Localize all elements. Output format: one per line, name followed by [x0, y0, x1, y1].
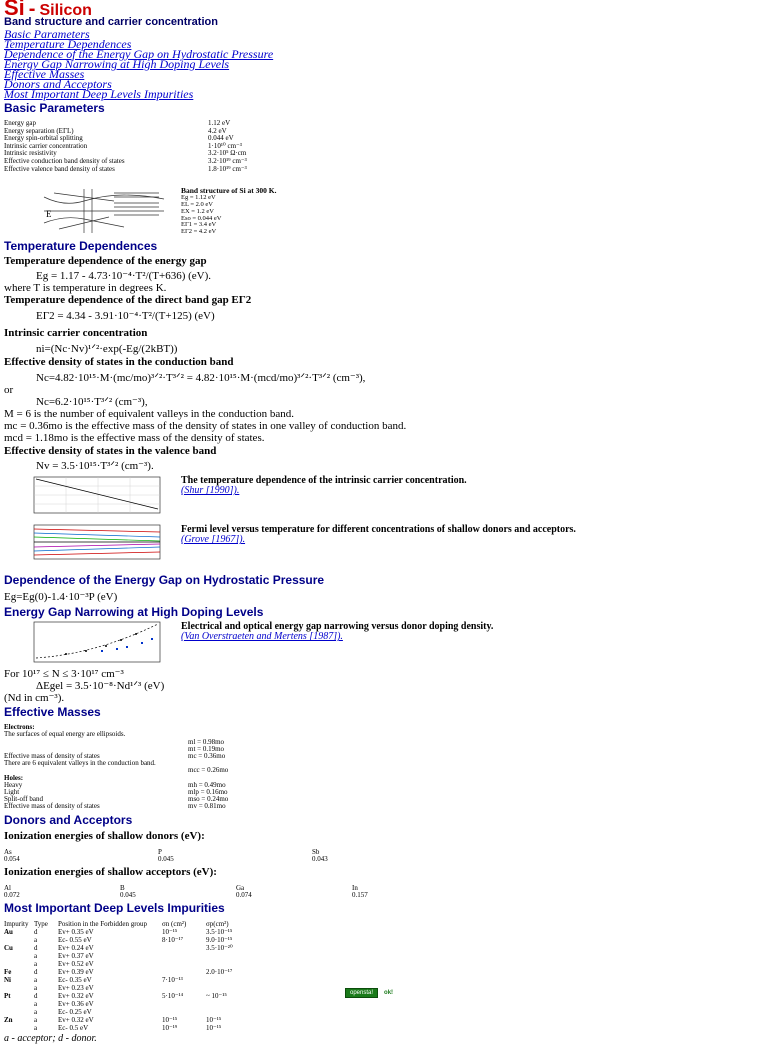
cross-section: 10⁻¹⁵ — [162, 1015, 178, 1024]
text: M = 6 is the number of equivalent valleys in the conduction band. — [4, 408, 295, 421]
level-position: Ec- 0.5 eV — [58, 1023, 89, 1032]
section-heading-deep-levels: Most Important Deep Levels Impurities — [4, 900, 225, 915]
toc-link-temperature[interactable]: Temperature Dependences — [4, 37, 132, 51]
cross-section — [162, 968, 206, 976]
level-position: Ev+ 0.52 eV — [58, 959, 94, 968]
impurity-name — [4, 1024, 34, 1032]
level-position: Ev+ 0.24 eV — [58, 943, 94, 952]
impurity-name: P — [158, 847, 162, 856]
cross-section: 8·10⁻¹⁷ — [162, 935, 184, 944]
mass-label: The surfaces of equal energy are ellipsoids. — [4, 730, 126, 739]
mass-value: mlp = 0.16mo — [188, 787, 228, 796]
param-value: 4.2 eV — [208, 126, 227, 135]
cross-section: 2.0·10⁻¹⁷ — [206, 967, 233, 976]
caption-text: Electrical and optical energy gap narrowing versus donor doping density. — [181, 621, 494, 633]
section-heading-donors: Donors and Acceptors — [4, 812, 133, 827]
param-name: Effective conduction band density of states — [4, 156, 125, 165]
figure-narrowing-block — [4, 620, 764, 668]
column-header: σn (cm²) — [162, 919, 187, 928]
level-position: Ec- 0.25 eV — [58, 1007, 92, 1016]
impurity-name: Al — [4, 883, 11, 892]
mass-value: mso = 0.24mo — [188, 795, 229, 804]
effective-masses-table — [4, 724, 232, 810]
section-heading-basic: Basic Parameters — [4, 101, 105, 115]
section-heading-pressure: Dependence of the Energy Gap on Hydrostatic Pressure — [4, 573, 325, 588]
cross-section — [162, 984, 206, 992]
ionization-value: 0.045 — [120, 891, 136, 900]
impurity-type: a — [34, 975, 38, 984]
impurity-name: As — [4, 847, 12, 856]
equation: ni=(Nc·Nv)¹ᐟ²·exp(-Eg/(2kBT)) — [36, 343, 178, 356]
column-header: Type — [34, 919, 48, 928]
impurity-type: a — [34, 1007, 38, 1016]
figure-caption — [181, 622, 761, 642]
mass-value: mh = 0.49mo — [188, 780, 226, 789]
cross-section: 10⁻¹⁵ — [206, 1023, 222, 1032]
shallow-donors-table — [4, 849, 332, 864]
figure-caption — [181, 525, 761, 545]
subheading: Intrinsic carrier concentration — [4, 327, 148, 340]
cross-section — [162, 960, 206, 968]
mass-label: Effective mass of density of states — [4, 802, 100, 811]
impurity-type: d — [34, 927, 38, 936]
param-value: 1·10¹⁰ cm⁻³ — [208, 141, 242, 150]
mass-value: mv = 0.81mo — [188, 802, 226, 811]
mass-value: mc = 0.36mo — [188, 751, 226, 760]
ionization-value: 0.043 — [312, 855, 328, 864]
level-position: Ev+ 0.35 eV — [58, 927, 94, 936]
fermi-level-figure — [6, 523, 176, 565]
element-symbol: Si — [4, 0, 25, 20]
param-value: 3.2·10⁵ Ω·cm — [208, 149, 247, 158]
reference-link[interactable]: (Grove [1967]). — [181, 534, 246, 546]
ionization-value: 0.074 — [236, 891, 252, 900]
param-value: 3.2·10¹⁹ cm⁻³ — [208, 156, 247, 165]
impurity-name: Ni — [4, 975, 11, 984]
band-structure-caption-block — [181, 187, 277, 236]
table-row — [4, 885, 372, 893]
equation: Nc=4.82·10¹⁵·M·(mc/mo)³ᐟ²·T³ᐟ² = 4.82·10¹⁵·M·(mcd/mo)³ᐟ²·T³ᐟ² (cm⁻³), — [36, 372, 366, 385]
subheading: Ionization energies of shallow acceptors (eV): — [4, 865, 217, 878]
table-row — [4, 936, 237, 944]
ionization-value: 0.072 — [4, 891, 20, 900]
level-position: Ec- 0.55 eV — [58, 935, 92, 944]
cross-section: ~ 10⁻¹⁵ — [206, 991, 227, 1000]
table-row — [4, 1008, 237, 1016]
mass-value: mcc = 0.26mo — [188, 766, 229, 775]
band-value: EΓ1 = 3.4 eV — [181, 221, 217, 229]
cross-section: 3.5·10⁻¹⁵ — [206, 927, 233, 936]
impurity-type: a — [34, 1023, 38, 1032]
cross-section — [162, 952, 206, 960]
toc-link-narrowing[interactable]: Energy Gap Narrowing at High Doping Levels — [4, 57, 230, 71]
basic-parameters-table — [4, 120, 251, 173]
mass-label: Effective mass of density of states — [4, 751, 100, 760]
impurity-name — [4, 936, 34, 944]
impurity-name: Sb — [312, 847, 320, 856]
legend-note: a - acceptor; d - donor. — [4, 1032, 97, 1044]
param-value: 0.044 eV — [208, 134, 234, 143]
impurity-type: a — [34, 959, 38, 968]
mass-label — [4, 739, 188, 746]
impurity-name — [4, 1000, 34, 1008]
toc-link-donors[interactable]: Donors and Acceptors — [4, 77, 112, 91]
table-of-contents — [4, 29, 764, 99]
impurity-type: a — [34, 999, 38, 1008]
cross-section — [162, 944, 206, 952]
equation: Nv = 3.5·10¹⁵·T³ᐟ² (cm⁻³). — [36, 460, 154, 473]
ionization-value: 0.157 — [352, 891, 368, 900]
cross-section — [206, 952, 237, 960]
level-position: Ev+ 0.37 eV — [58, 951, 94, 960]
mass-label: Heavy — [4, 780, 23, 789]
band-structure-caption: Band structure of Si at 300 K. — [181, 186, 277, 196]
param-name: Energy gap — [4, 119, 36, 127]
subheading: Temperature dependence of the direct band gap EΓ2 — [4, 294, 252, 307]
page-subtitle: Band structure and carrier concentration — [4, 16, 218, 28]
param-name: Effective valence band density of states — [4, 164, 115, 173]
band-value: EX = 1.2 eV — [181, 207, 214, 215]
impurity-name: B — [120, 883, 125, 892]
table-row — [4, 968, 237, 976]
shallow-acceptors-table — [4, 885, 372, 900]
equation: EΓ2 = 4.34 - 3.91·10⁻⁴·T²/(T+125) (eV) — [36, 310, 215, 323]
impurity-name — [4, 952, 34, 960]
mass-value: ml = 0.98mo — [188, 737, 225, 746]
cross-section — [206, 1008, 237, 1016]
level-position: Ev+ 0.23 eV — [58, 983, 94, 992]
table-row — [4, 1000, 237, 1008]
cross-section — [206, 960, 237, 968]
reference-link[interactable]: (Shur [1990]). — [181, 485, 240, 497]
gap-narrowing-figure — [6, 620, 166, 668]
cross-section — [162, 1000, 206, 1008]
level-position: Ev+ 0.32 eV — [58, 991, 94, 1000]
band-structure-figure — [34, 187, 174, 235]
impurity-name: Fe — [4, 967, 12, 976]
validator-badge[interactable]: ok! — [384, 990, 394, 996]
cross-section: 3.5·10⁻²⁰ — [206, 943, 233, 952]
equation-note: where T is temperature in degrees K. — [4, 282, 167, 295]
mass-label: Electrons: — [4, 723, 35, 732]
toc-link-deep-levels[interactable]: Most Important Deep Levels Impurities — [4, 87, 194, 101]
text: mcd = 1.18mo is the effective mass of the density of states. — [4, 432, 265, 445]
cross-section: 9.0·10⁻¹⁵ — [206, 935, 233, 944]
param-name: Energy separation (EΓL) — [4, 126, 74, 135]
table-row — [4, 928, 237, 936]
figure-intrinsic-block — [4, 473, 764, 521]
impurity-name: Au — [4, 927, 13, 936]
level-position: Ev+ 0.39 eV — [58, 967, 94, 976]
band-value: EΓ2 = 4.2 eV — [181, 228, 217, 236]
cross-section: 5·10⁻¹⁴ — [162, 991, 184, 1000]
table-row — [4, 992, 237, 1000]
cross-section: 10⁻¹⁵ — [162, 927, 178, 936]
table-row — [4, 960, 237, 968]
column-header: Position in the Forbidden group — [58, 919, 148, 928]
mass-label: Split-off band — [4, 795, 43, 804]
section-heading-narrowing: Energy Gap Narrowing at High Doping Levels — [4, 605, 264, 620]
subheading: Temperature dependence of the energy gap — [4, 255, 207, 268]
table-row — [4, 976, 237, 984]
equation: For 10¹⁷ ≤ N ≤ 3·10¹⁷ cm⁻³ — [4, 668, 124, 681]
mass-value — [188, 724, 232, 731]
mass-value: mt = 0.19mo — [188, 744, 225, 753]
cross-section — [206, 984, 237, 992]
table-row — [4, 1024, 237, 1032]
table-row — [4, 1016, 237, 1024]
cross-section: 7·10⁻¹³ — [162, 975, 183, 984]
text: mc = 0.36mo is the effective mass of the density of states in one valley of conduction band. — [4, 420, 407, 433]
toc-link-masses[interactable]: Effective Masses — [4, 67, 85, 81]
impurity-name — [4, 960, 34, 968]
param-value: 1.8·10¹⁹ cm⁻³ — [208, 164, 247, 173]
band-value: EL = 2.0 eV — [181, 200, 213, 208]
toc-link-basic[interactable]: Basic Parameters — [4, 27, 90, 41]
param-name: Intrinsic resistivity — [4, 149, 57, 158]
table-row — [4, 952, 237, 960]
equation: Nc=6.2·10¹⁵·T³ᐟ² (cm⁻³), — [36, 396, 148, 409]
equation: Eg = 1.17 - 4.73·10⁻⁴·T²/(T+636) (eV). — [36, 270, 212, 283]
impurity-name — [4, 984, 34, 992]
reference-link[interactable]: (Van Overstraeten and Mertens [1987]). — [181, 631, 343, 643]
footer — [345, 988, 393, 998]
mass-label: Light — [4, 787, 20, 796]
table-row — [4, 166, 251, 174]
table-row — [4, 984, 237, 992]
section-heading-masses: Effective Masses — [4, 705, 101, 720]
impurity-type: a — [34, 1015, 38, 1024]
cross-section — [206, 1000, 237, 1008]
caption-text: The temperature dependence of the intrinsic carrier concentration. — [181, 475, 467, 487]
section-heading-temperature: Temperature Dependences — [4, 239, 158, 254]
band-structure-block — [4, 187, 764, 239]
cross-section: 10⁻¹⁵ — [206, 1015, 222, 1024]
mass-label — [4, 767, 188, 774]
subheading: Ionization energies of shallow donors (eV): — [4, 829, 205, 842]
figure-caption — [181, 476, 467, 496]
toc-link-pressure[interactable]: Dependence of the Energy Gap on Hydrostatic Pressure — [4, 47, 274, 61]
cross-section — [206, 976, 237, 984]
impurity-name: Zn — [4, 1015, 13, 1024]
svg-text:E: E — [46, 209, 52, 220]
column-header: Impurity — [4, 919, 29, 928]
impurity-type: d — [34, 991, 38, 1000]
ionization-value: 0.045 — [158, 855, 174, 864]
mass-label: There are 6 equivalent valleys in the conduction band. — [4, 759, 156, 768]
ionization-value: 0.054 — [4, 855, 20, 864]
subheading: Effective density of states in the valence band — [4, 445, 217, 458]
table-row — [4, 856, 332, 864]
level-position: Ev+ 0.36 eV — [58, 999, 94, 1008]
impurity-type: a — [34, 983, 38, 992]
impurity-type: d — [34, 943, 38, 952]
column-header: σp(cm²) — [206, 919, 229, 928]
intrinsic-concentration-figure — [6, 473, 176, 519]
table-row — [4, 892, 372, 900]
table-row — [4, 803, 232, 810]
impurity-name: In — [352, 883, 358, 892]
band-value: Eso = 0.044 eV — [181, 214, 222, 222]
impurity-type: a — [34, 935, 38, 944]
cross-section — [162, 1008, 206, 1016]
equation-note: (Nd in cm⁻³). — [4, 692, 65, 705]
equation: ΔEgel = 3.5·10⁻⁸·Nd¹ᐟ³ (eV) — [36, 680, 165, 693]
impurity-name: Cu — [4, 943, 13, 952]
element-name: Silicon — [39, 2, 92, 19]
subheading: Effective density of states in the conduction band — [4, 356, 234, 369]
mass-label: Holes: — [4, 773, 24, 782]
table-row — [4, 944, 237, 952]
param-value: 1.12 eV — [208, 119, 231, 127]
impurity-name: Pt — [4, 991, 11, 1000]
level-position: Ev+ 0.32 eV — [58, 1015, 94, 1024]
table-row — [4, 767, 232, 774]
title-dash: - — [28, 0, 36, 20]
impurity-name — [4, 1008, 34, 1016]
caption-text: Fermi level versus temperature for different concentrations of shallow donors and acceptors. — [181, 524, 576, 536]
impurity-name: Ga — [236, 883, 245, 892]
cross-section: 10⁻¹⁹ — [162, 1023, 178, 1032]
deep-levels-table — [4, 920, 237, 1032]
band-value: Eg = 1.12 eV — [181, 194, 216, 202]
equation: Eg=Eg(0)-1.4·10⁻³P (eV) — [4, 591, 118, 604]
impurity-type: d — [34, 967, 38, 976]
param-name: Intrinsic carrier concentration — [4, 141, 88, 150]
impurity-type: a — [34, 951, 38, 960]
text: or — [4, 384, 14, 397]
level-position: Ec- 0.35 eV — [58, 975, 92, 984]
figure-fermi-block — [4, 521, 764, 567]
counter-badge[interactable]: opensta! — [345, 988, 378, 998]
table-header-row — [4, 920, 237, 928]
param-name: Energy spin-orbital splitting — [4, 134, 83, 143]
